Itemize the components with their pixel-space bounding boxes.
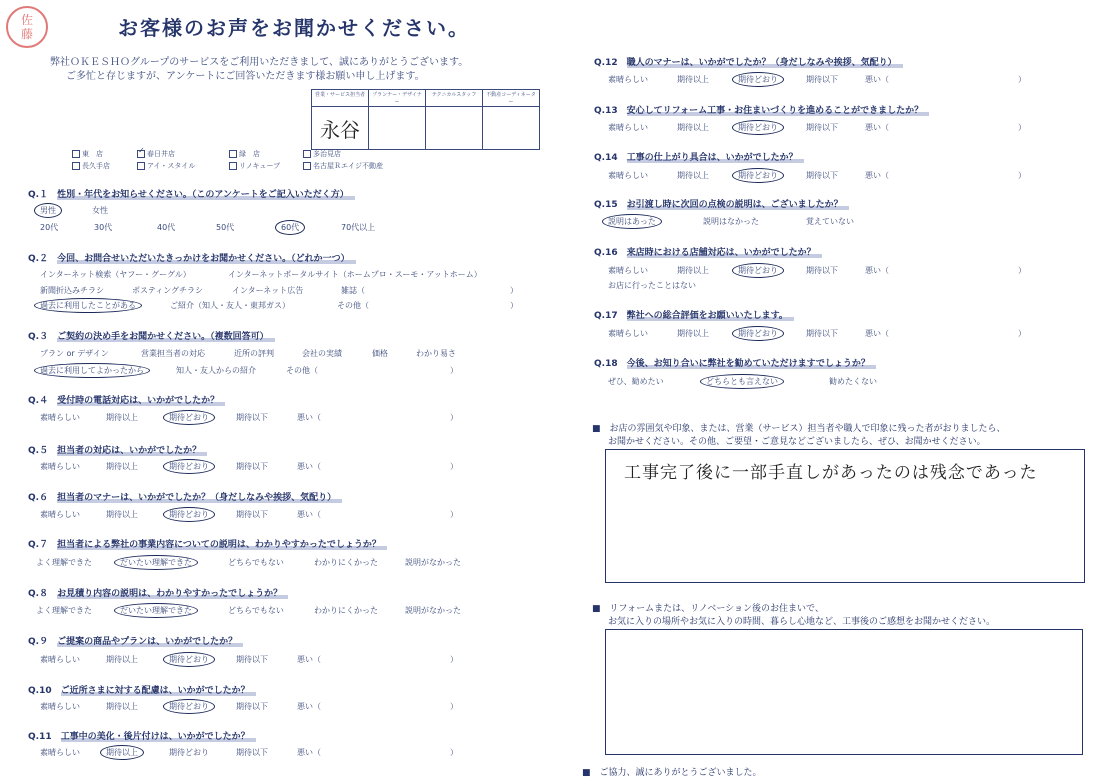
option-above-expectation[interactable]: 期待以上 (106, 462, 138, 471)
option-neutral[interactable]: どちらでもない (228, 606, 284, 615)
option-understood-well[interactable]: よく理解できた (36, 558, 92, 567)
option-bad[interactable]: 悪い（ (865, 123, 889, 132)
option-mostly-understood[interactable]: だいたい理解できた (120, 557, 198, 568)
option-above-expectation[interactable]: 期待以上 (106, 655, 138, 664)
option-bad[interactable]: 悪い（ (865, 171, 889, 180)
option-bad[interactable]: 悪い（ (297, 510, 321, 519)
option-portal-site[interactable]: インターネットポータルサイト（ホームプロ・スーモ・アットホーム） (228, 270, 482, 279)
option-below-expectation[interactable]: 期待以下 (806, 171, 838, 180)
store-option[interactable]: 長久手店 (72, 161, 110, 171)
option-not-recommend[interactable]: 勧めたくない (829, 377, 877, 386)
question-q15: Q.15 お引渡し時に次回の点検の説明は、ございましたか？ (594, 197, 849, 210)
option-below-expectation[interactable]: 期待以下 (236, 413, 268, 422)
question-q6: Q.６ 担当者のマナーは、いかがでしたか？（身だしなみや挨拶、気配り） (28, 490, 342, 503)
option-below-expectation[interactable]: 期待以下 (236, 748, 268, 757)
comment-box-1[interactable] (605, 449, 1085, 583)
paren-close: ） (1018, 171, 1026, 180)
staff-value-sales[interactable]: 永谷 (312, 107, 369, 150)
question-q12: Q.12 職人のマナーは、いかがでしたか？（身だしなみや挨拶、気配り） (594, 55, 903, 68)
checkbox-icon[interactable] (229, 162, 237, 170)
option-bad[interactable]: 悪い（ (865, 75, 889, 84)
paren-close: ） (1018, 75, 1026, 84)
paren-close: ） (1018, 266, 1026, 275)
option-excellent[interactable]: 素晴らしい (608, 123, 648, 132)
option-sales-response[interactable]: 営業担当者の対応 (141, 349, 205, 358)
paren-close: ） (450, 413, 458, 422)
paren-close: ） (450, 462, 458, 471)
option-internet-ad[interactable]: インターネット広告 (232, 286, 304, 295)
option-above-expectation[interactable]: 期待以上 (677, 75, 709, 84)
option-excellent[interactable]: 素晴らしい (40, 510, 80, 519)
option-internet-search[interactable]: インターネット検索（ヤフー・グーグル） (40, 270, 191, 279)
option-magazine[interactable]: 雑誌（ (341, 286, 365, 295)
option-as-expected[interactable]: 期待どおり (738, 170, 784, 181)
intro-line-1: 弊社ＯＫＥＳＨＯグループのサービスをご利用いただきまして、誠にありがとうございます。 (50, 57, 469, 68)
option-above-expectation[interactable]: 期待以上 (106, 702, 138, 711)
option-as-expected[interactable]: 期待どおり (169, 412, 215, 423)
checkbox-icon[interactable] (137, 162, 145, 170)
option-below-expectation[interactable]: 期待以下 (806, 123, 838, 132)
store-option[interactable]: リノキューブ (229, 161, 280, 171)
option-age-60s[interactable]: 60代 (281, 222, 305, 233)
paren-close: ） (510, 301, 518, 310)
option-age-40s[interactable]: 40代 (157, 223, 176, 232)
option-bad[interactable]: 悪い（ (865, 329, 889, 338)
question-q1: Q.１ 性別・年代をお知らせください。（このアンケートをご記入いただく方） (28, 187, 355, 200)
option-age-30s[interactable]: 30代 (94, 223, 113, 232)
option-below-expectation[interactable]: 期待以下 (236, 702, 268, 711)
staff-value-realestate[interactable] (483, 107, 540, 150)
paren-close: ） (450, 748, 458, 757)
paren-close: ） (510, 286, 518, 295)
option-posting-flyer[interactable]: ポスティングチラシ (132, 286, 204, 295)
store-option[interactable]: 東 店 (72, 149, 103, 159)
staff-header-sales: 営業・サービス担当者 (312, 90, 369, 107)
option-neutral[interactable]: どちらでもない (228, 558, 284, 567)
option-excellent[interactable]: 素晴らしい (40, 702, 80, 711)
option-above-expectation[interactable]: 期待以上 (677, 266, 709, 275)
paren-close: ） (450, 702, 458, 711)
question-q7: Q.７ 担当者による弊社の事業内容についての説明は、わかりやすかったでしょうか？ (28, 537, 387, 550)
page-title: お客様のお声をお聞かせください。 (118, 16, 470, 40)
option-below-expectation[interactable]: 期待以下 (806, 75, 838, 84)
comment-box-2[interactable] (605, 629, 1083, 755)
option-excellent[interactable]: 素晴らしい (40, 655, 80, 664)
square-bullet-icon: ■ (592, 424, 601, 434)
option-bad[interactable]: 悪い（ (297, 748, 321, 757)
option-excellent[interactable]: 素晴らしい (40, 748, 80, 757)
option-reputation[interactable]: 近所の評判 (234, 349, 274, 358)
option-definitely-recommend[interactable]: ぜひ、勧めたい (608, 377, 664, 386)
option-excellent[interactable]: 素晴らしい (608, 266, 648, 275)
paren-close: ） (450, 366, 458, 375)
option-below-expectation[interactable]: 期待以下 (236, 655, 268, 664)
store-option[interactable]: 名古屋Ｒエイジ不動産 (303, 161, 383, 171)
option-male[interactable]: 男性 (40, 205, 62, 216)
option-as-expected[interactable]: 期待どおり (169, 748, 209, 757)
option-dont-remember[interactable]: 覚えていない (806, 217, 854, 226)
option-friend-referral[interactable]: 知人・友人からの紹介 (176, 366, 256, 375)
question-q5: Q.５ 担当者の対応は、いかがでしたか？ (28, 443, 207, 456)
option-hard-to-understand[interactable]: わかりにくかった (314, 606, 378, 615)
paren-close: ） (450, 655, 458, 664)
paren-close: ） (1018, 329, 1026, 338)
option-above-expectation[interactable]: 期待以上 (106, 747, 144, 758)
option-plan-design[interactable]: プラン or デザイン (40, 349, 109, 358)
option-above-expectation[interactable]: 期待以上 (677, 329, 709, 338)
thanks-line: ■ ご協力、誠にありがとうございました。 (582, 768, 762, 778)
option-as-expected[interactable]: 期待どおり (738, 74, 784, 85)
staff-header-realestate: 不動産コーディネーター (483, 90, 540, 107)
checkbox-icon[interactable] (72, 162, 80, 170)
option-as-expected[interactable]: 期待どおり (738, 122, 784, 133)
question-q14: Q.14 工事の仕上がり具合は、いかがでしたか？ (594, 150, 804, 163)
option-clarity[interactable]: わかり易さ (416, 349, 456, 358)
option-no-explanation[interactable]: 説明がなかった (405, 606, 461, 615)
question-q9: Q.９ ご提案の商品やプランは、いかがでしたか？ (28, 634, 243, 647)
option-bad[interactable]: 悪い（ (297, 462, 321, 471)
question-q4: Q.４ 受付時の電話対応は、いかがでしたか？ (28, 393, 225, 406)
option-excellent[interactable]: 素晴らしい (608, 75, 648, 84)
option-bad[interactable]: 悪い（ (297, 702, 321, 711)
question-q2: Q.２ 今回、お問合せいただいたきっかけをお聞かせください。（どれか一つ） (28, 251, 356, 264)
option-as-expected[interactable]: 期待どおり (738, 265, 784, 276)
option-as-expected[interactable]: 期待どおり (169, 461, 215, 472)
option-price[interactable]: 価格 (372, 349, 388, 358)
option-below-expectation[interactable]: 期待以下 (806, 329, 838, 338)
option-as-expected[interactable]: 期待どおり (738, 328, 784, 339)
option-excellent[interactable]: 素晴らしい (608, 329, 648, 338)
option-female[interactable]: 女性 (92, 206, 108, 215)
option-below-expectation[interactable]: 期待以下 (236, 462, 268, 471)
paren-close: ） (1018, 123, 1026, 132)
staff-header-planner: プランナー・デザイナー (369, 90, 426, 107)
option-excellent[interactable]: 素晴らしい (40, 413, 80, 422)
question-q16: Q.16 来店時における店舗対応は、いかがでしたか？ (594, 245, 822, 258)
staff-value-planner[interactable] (369, 107, 426, 150)
option-other[interactable]: その他（ (286, 366, 318, 375)
checkbox-icon[interactable] (229, 150, 237, 158)
square-bullet-icon: ■ (582, 768, 591, 778)
question-q18: Q.18 今後、お知り合いに弊社を勧めていただけますでしょうか？ (594, 356, 876, 369)
hanko-seal: 佐 藤 (6, 6, 48, 48)
option-neither[interactable]: どちらとも言えない (706, 376, 784, 387)
option-excellent[interactable]: 素晴らしい (608, 171, 648, 180)
option-age-70s[interactable]: 70代以上 (341, 223, 376, 232)
question-q17: Q.17 弊社への総合評価をお願いいたします。 (594, 308, 794, 321)
store-option[interactable]: アイ・スタイル (137, 161, 195, 171)
store-option[interactable]: 多治見店 (303, 149, 341, 159)
checkbox-icon[interactable] (72, 150, 80, 158)
checkbox-checked-icon[interactable]: ✓ (137, 150, 145, 158)
staff-table (311, 89, 540, 150)
handwritten-answer: 工事完了後に一部手直しがあったのは残念であった (624, 463, 1038, 483)
question-q11: Q.11 工事中の美化・後片付けは、いかがでしたか？ (28, 729, 256, 742)
option-not-explained[interactable]: 説明はなかった (703, 217, 759, 226)
paren-close: ） (450, 510, 458, 519)
checkbox-icon[interactable] (303, 150, 311, 158)
option-as-expected[interactable]: 期待どおり (169, 701, 215, 712)
option-never-visited[interactable]: お店に行ったことはない (608, 281, 696, 290)
option-good-past-experience[interactable]: 過去に利用してよかったから (40, 365, 150, 376)
option-hard-to-understand[interactable]: わかりにくかった (314, 558, 378, 567)
option-newspaper-flyer[interactable]: 新聞折込みチラシ (40, 286, 104, 295)
option-track-record[interactable]: 会社の実績 (302, 349, 342, 358)
option-used-before[interactable]: 過去に利用したことがある (40, 300, 142, 311)
option-below-expectation[interactable]: 期待以下 (236, 510, 268, 519)
option-understood-well[interactable]: よく理解できた (36, 606, 92, 615)
option-age-50s[interactable]: 50代 (216, 223, 235, 232)
option-mostly-understood[interactable]: だいたい理解できた (120, 605, 198, 616)
question-q8: Q.８ お見積り内容の説明は、わかりやすかったでしょうか？ (28, 586, 288, 599)
question-q13: Q.13 安心してリフォーム工事・お住まいづくりを進めることができましたか？ (594, 103, 929, 116)
option-below-expectation[interactable]: 期待以下 (806, 266, 838, 275)
option-as-expected[interactable]: 期待どおり (169, 509, 215, 520)
option-as-expected[interactable]: 期待どおり (169, 654, 215, 665)
intro-line-2: ご多忙と存じますが、アンケートにご回答いただきます様お願い申し上げます。 (66, 71, 425, 82)
option-above-expectation[interactable]: 期待以上 (677, 123, 709, 132)
question-q3: Q.３ ご契約の決め手をお聞かせください。（複数回答可） (28, 329, 275, 342)
comment-section-2-prompt: ■ リフォームまたは、リノベーション後のお住まいで、 お気に入りの場所やお気に入りの時間、暮らし心地など、工事後のご感想をお聞かせください。 (592, 604, 996, 627)
comment-section-1-prompt: ■ お店の雰囲気や印象、または、営業（サービス）担当者や職人で印象に残った者がおりましたら、 お聞かせください。その他、ご要望・ご意見などございましたら、ぜひ、お聞かせください。 (592, 424, 1006, 447)
option-age-20s[interactable]: 20代 (40, 223, 59, 232)
staff-header-technical: テクニカルスタッフ (426, 90, 483, 107)
question-q10: Q.10 ご近所さまに対する配慮は、いかがでしたか？ (28, 683, 256, 696)
option-explained[interactable]: 説明はあった (608, 216, 662, 227)
option-bad[interactable]: 悪い（ (297, 413, 321, 422)
option-above-expectation[interactable]: 期待以上 (677, 171, 709, 180)
option-excellent[interactable]: 素晴らしい (40, 462, 80, 471)
option-referral[interactable]: ご紹介（知人・友人・東邦ガス） (170, 301, 290, 310)
store-option[interactable]: 緑 店 (229, 149, 260, 159)
option-bad[interactable]: 悪い（ (865, 266, 889, 275)
option-bad[interactable]: 悪い（ (297, 655, 321, 664)
square-bullet-icon: ■ (592, 604, 601, 614)
option-other[interactable]: その他（ (337, 301, 369, 310)
staff-value-technical[interactable] (426, 107, 483, 150)
store-option[interactable]: ✓ 春日井店 (138, 146, 175, 158)
option-above-expectation[interactable]: 期待以上 (106, 413, 138, 422)
checkbox-icon[interactable] (303, 162, 311, 170)
option-no-explanation[interactable]: 説明がなかった (405, 558, 461, 567)
option-above-expectation[interactable]: 期待以上 (106, 510, 138, 519)
